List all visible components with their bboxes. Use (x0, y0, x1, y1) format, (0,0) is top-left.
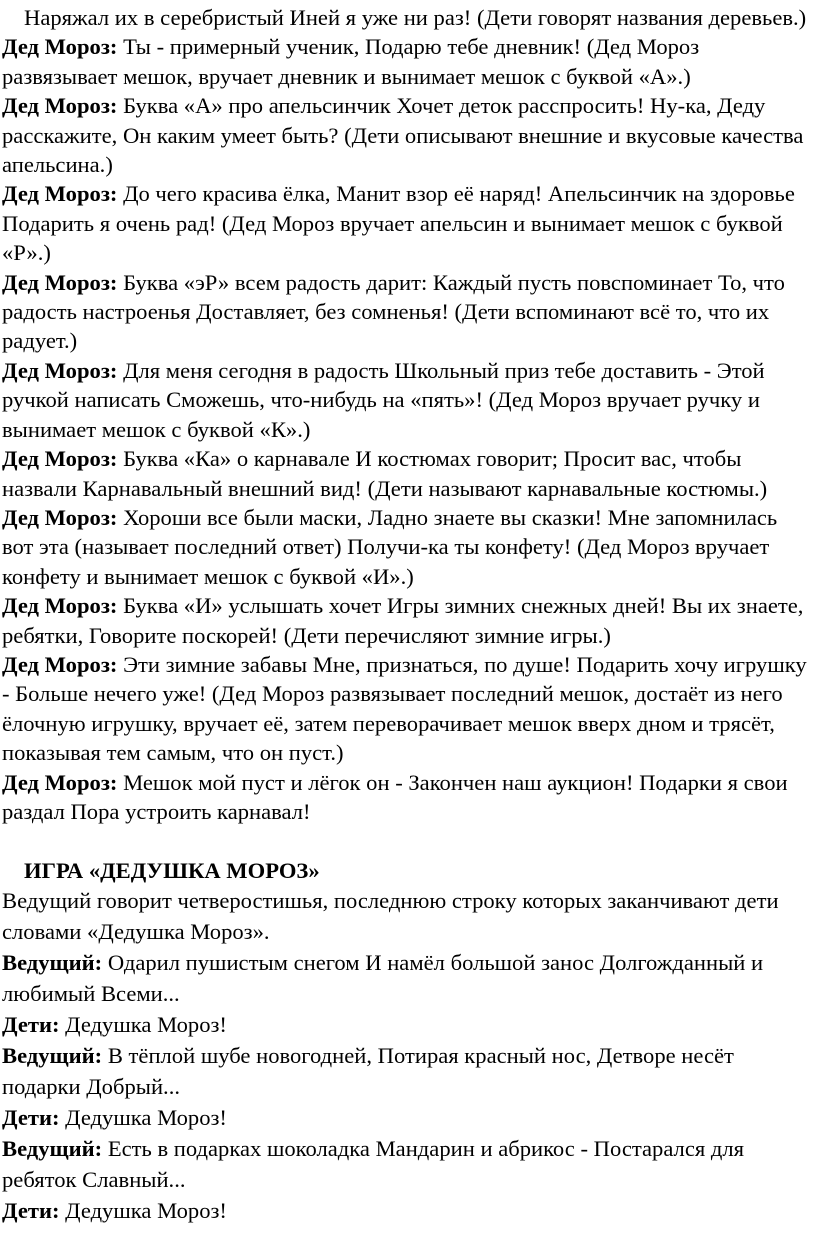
speaker-label: Дед Мороз: (2, 34, 118, 60)
intro-paragraph: Наряжал их в серебристый Иней я уже ни раз! (Дети говорят названия деревьев.) (24, 5, 807, 30)
line-text: Для меня сегодня в радость Школьный приз тебе доставить - Этой ручкой написать Сможешь, что-нибудь на «пять»! (Дед Мороз вручает ручку и вынимает мешок с буквой «К».) (2, 357, 765, 442)
speaker-label: Дед Мороз: (2, 446, 118, 472)
dialogue-line (2, 268, 812, 356)
game-section (2, 856, 812, 1226)
game-line (2, 1133, 812, 1195)
line-text: Мешок мой пуст и лёгок он - Закончен наш аукцион! Подарки я свои раздал Пора устроить карнавал! (2, 769, 788, 824)
speaker-label: Дед Мороз: (2, 269, 118, 295)
dialogue-line (2, 650, 812, 768)
speaker-label: Ведущий: (2, 950, 103, 976)
dialogue-line (2, 444, 812, 503)
line-text: Дедушка Мороз! (59, 1012, 227, 1038)
section-heading: ИГРА «ДЕДУШКА МОРОЗ» (24, 857, 320, 883)
dialogue-list (2, 32, 812, 826)
speaker-label: Дед Мороз: (2, 93, 118, 119)
game-line (2, 947, 812, 1009)
speaker-label: Дед Мороз: (2, 181, 118, 207)
line-text: Дедушка Мороз! (59, 1105, 227, 1131)
line-text: Буква «А» про апельсинчик Хочет деток расспросить! Ну-ка, Деду расскажите, Он каким умеет быть? (Дети описывают внешние и вкусовые качества апельсина.) (2, 93, 804, 178)
line-text: В тёплой шубе новогодней, Потирая красный нос, Детворе несёт подарки Добрый... (2, 1043, 734, 1100)
line-text: Буква «И» услышать хочет Игры зимних снежных дней! Вы их знаете, ребятки, Говорите поскорей! (Дети перечисляют зимние игры.) (2, 593, 804, 648)
game-line (2, 1009, 812, 1040)
speaker-label: Дед Мороз: (2, 651, 118, 677)
dialogue-line (2, 179, 812, 267)
game-intro: Ведущий говорит четверостишья, последнюю строку которых заканчивают дети словами «Дедушка Мороз». (2, 888, 779, 945)
speaker-label: Ведущий: (2, 1043, 103, 1069)
game-line (2, 1040, 812, 1102)
speaker-label: Дед Мороз: (2, 504, 118, 530)
dialogue-line (2, 591, 812, 650)
line-text: До чего красива ёлка, Манит взор её наряд! Апельсинчик на здоровье Подарить я очень рад! (Дед Мороз вручает апельсин и вынимает мешок с буквой «Р».) (2, 181, 795, 266)
speaker-label: Ведущий: (2, 1136, 103, 1162)
dialogue-line (2, 768, 812, 827)
line-text: Дедушка Мороз! (59, 1198, 227, 1224)
blank-line (2, 826, 812, 855)
speaker-label: Дети: (2, 1012, 60, 1038)
line-text: Есть в подарках шоколадка Мандарин и абрикос - Постарался для ребяток Славный... (2, 1136, 745, 1193)
line-text: Ты - примерный ученик, Подарю тебе дневник! (Дед Мороз развязывает мешок, вручает дневник и вынимает мешок с буквой «А».) (2, 34, 700, 89)
line-text: Эти зимние забавы Мне, признаться, по душе! Подарить хочу игрушку - Больше нечего уже! (Дед Мороз развязывает последний мешок, достаёт из него ёлочную игрушку, вручает её, затем переворачивает мешок вверх дном и трясёт, показывая тем самым, что он пуст.) (2, 651, 807, 766)
speaker-label: Дед Мороз: (2, 593, 118, 619)
speaker-label: Дед Мороз: (2, 769, 118, 795)
game-line (2, 1102, 812, 1133)
game-line (2, 1195, 812, 1226)
line-text: Буква «эР» всем радость дарит: Каждый пусть повспоминает То, что радость настроенья Доставляет, без сомненья! (Дети вспоминают всё то, что их радует.) (2, 269, 785, 354)
line-text: Хороши все были маски, Ладно знаете вы сказки! Мне запомнилась вот эта (называет последний ответ) Получи-ка ты конфету! (Дед Мороз вручает конфету и вынимает мешок с буквой «И».) (2, 504, 778, 589)
dialogue-line (2, 356, 812, 444)
line-text: Буква «Ка» о карнавале И костюмах говорит; Просит вас, чтобы назвали Карнавальный внешний вид! (Дети называют карнавальные костюмы.) (2, 446, 768, 501)
dialogue-line (2, 32, 812, 91)
line-text: Одарил пушистым снегом И намёл большой занос Долгожданный и любимый Всеми... (2, 950, 764, 1007)
speaker-label: Дети: (2, 1105, 60, 1131)
dialogue-line (2, 91, 812, 179)
speaker-label: Дед Мороз: (2, 357, 118, 383)
speaker-label: Дети: (2, 1198, 60, 1224)
dialogue-line (2, 503, 812, 591)
